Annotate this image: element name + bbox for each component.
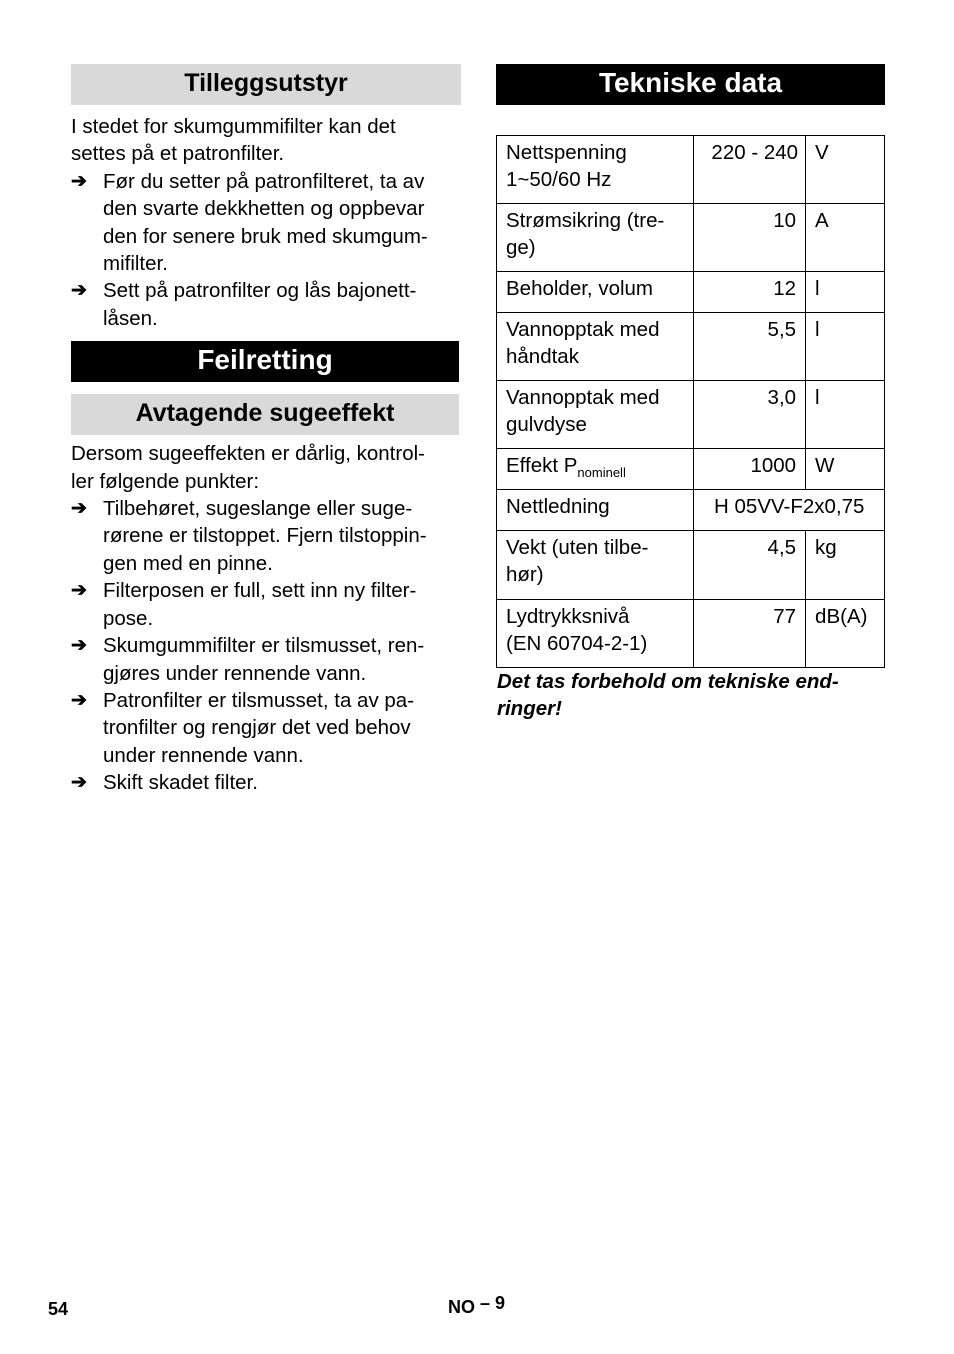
table-row [497,136,885,204]
arrow-right-icon: ➔ [71,772,87,794]
table-cell-unit: A [806,204,885,272]
accessories-heading: Tilleggsutstyr [71,64,461,105]
list-item: ➔ Tilbehøret, sugeslange eller suge- rørene er tilstoppet. Fjern tilstoppin- gen med en pinne. [71,497,427,575]
list-item [71,769,461,796]
table-cell-value: 77 [694,600,806,668]
arrow-right-icon: ➔ [71,280,87,302]
language-code: NO [448,1297,475,1317]
table-cell-unit: l [806,381,885,449]
table-cell-value: 5,5 [694,313,806,381]
list-item: ➔ Patronfilter er tilsmusset, ta av pa- tronfilter og rengjør det ved behov under rennende vann. [71,688,415,767]
section-page-label [448,1293,506,1318]
accessories-intro: I stedet for skumgummifilter kan det settes på et patronfilter. [71,115,396,166]
table-cell-unit: l [806,272,885,313]
table-cell-label: Vannopptak med gulvdyse [497,381,694,449]
arrow-right-icon: ➔ [71,498,87,520]
technical-data-heading: Tekniske data [496,64,885,105]
troubleshooting-heading: Feilretting [71,341,459,382]
table-cell-label: Beholder, volum [497,272,694,313]
table-cell-label: Nettspenning 1~50/60 Hz [497,136,694,204]
table-cell-label: Vekt (uten tilbe- hør) [497,531,694,600]
arrow-right-icon: ➔ [71,635,87,657]
table-row [497,272,885,313]
weak-suction-heading: Avtagende sugeeffekt [71,394,459,435]
table-cell-value: 1000 [694,449,806,490]
table-cell-unit: l [806,313,885,381]
table-cell-label: Lydtrykksnivå (EN 60704-2-1) [497,600,694,668]
table-row [497,531,885,600]
table-cell-label: Strømsikring (tre- ge) [497,204,694,272]
troubleshooting-intro: Dersom sugeeffekten er dårlig, kontrol- ler følgende punkter: [71,442,425,493]
table-cell-unit: V [806,136,885,204]
arrow-right-icon: ➔ [71,170,87,192]
arrow-right-icon: ➔ [71,689,87,711]
list-item: ➔ Skumgummifilter er tilsmusset, ren- gjøres under rennende vann. [71,634,425,685]
table-cell-value: 12 [694,272,806,313]
arrow-right-icon: ➔ [71,580,87,602]
table-cell-value: 10 [694,204,806,272]
troubleshooting-list [71,495,461,796]
table-cell-value: H 05VV-F2x0,75 [694,490,885,531]
page-number: 54 [48,1299,69,1319]
table-cell-value: 220 - 240 [694,136,806,204]
effect-subscript: nominell [577,465,626,481]
table-cell-value: 3,0 [694,381,806,449]
table-cell-unit: W [806,449,885,490]
table-row [497,381,885,449]
table-row [497,490,885,531]
table-cell-label [497,449,694,490]
table-row [497,313,885,381]
table-cell-label: Vannopptak med håndtak [497,313,694,381]
table-cell-unit: dB(A) [806,600,885,668]
list-item-text: Skift skadet filter. [103,771,258,795]
list-item: ➔ Filterposen er full, sett inn ny filter- pose. [71,579,417,630]
effect-label: Effekt P [506,454,578,477]
left-column [71,64,461,797]
right-column [496,64,885,723]
table-row [497,600,885,668]
table-row [497,204,885,272]
table-cell-value: 4,5 [694,531,806,600]
section-page-number: – 9 [480,1293,506,1313]
table-cell-unit: kg [806,531,885,600]
technical-data-table [496,135,885,668]
table-cell-label: Nettledning [497,490,694,531]
technical-note: Det tas forbehold om tekniske end- ringer! [497,670,839,721]
list-item: ➔ Før du setter på patronfilteret, ta av den svarte dekkhetten og oppbevar den for senere bruk med skumgum- mifilter. [71,169,428,276]
list-item: ➔ Sett på patronfilter og lås bajonett- låsen. [71,279,417,330]
table-row [497,449,885,490]
accessories-list [71,168,461,332]
